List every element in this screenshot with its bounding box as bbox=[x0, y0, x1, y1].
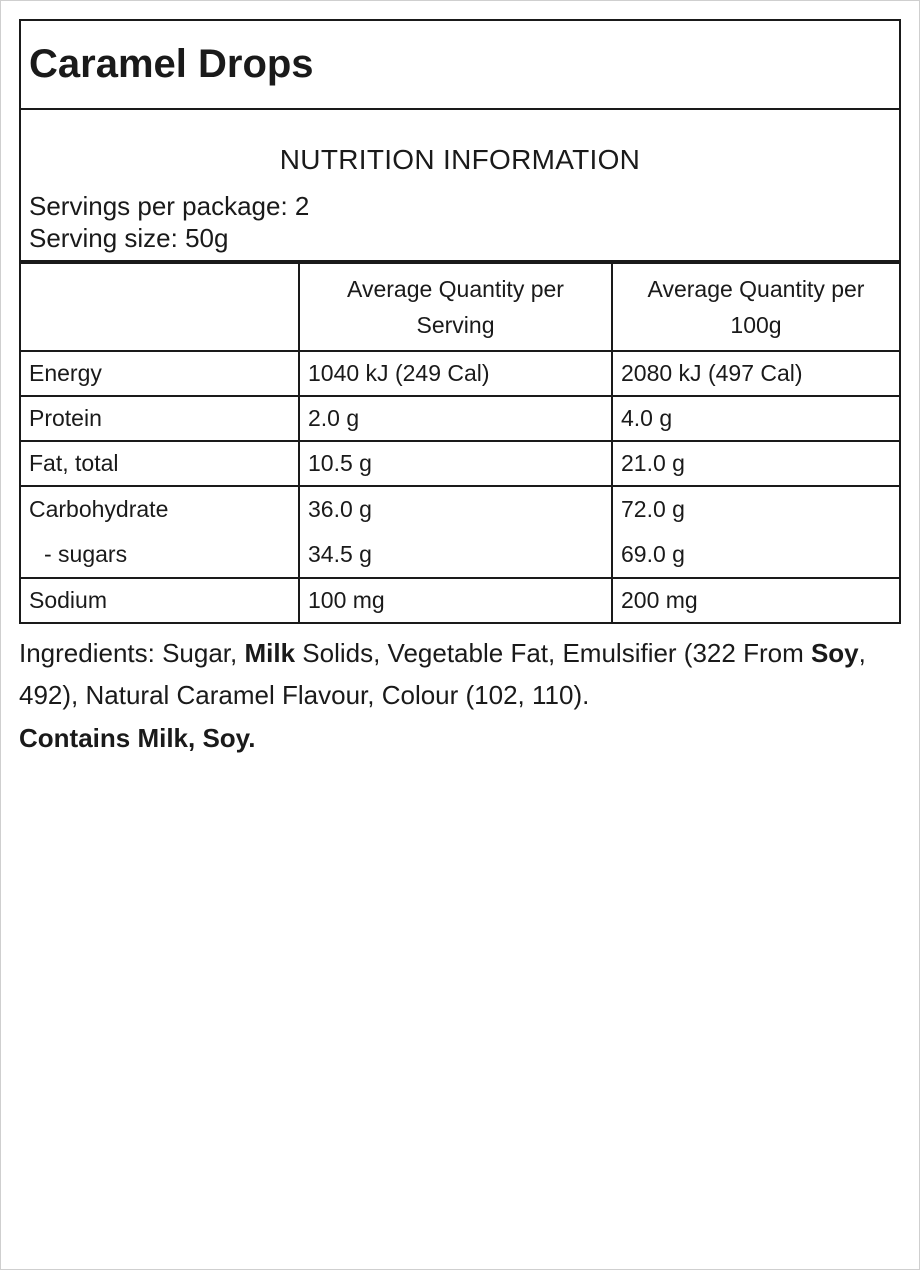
column-header-blank bbox=[20, 263, 299, 351]
energy-per-100g: 2080 kJ (497 Cal) bbox=[612, 351, 900, 396]
ingredients-segment: , 492), Natural Caramel Flavour, Colour (102, 110). bbox=[19, 638, 866, 710]
nutrition-table bbox=[19, 262, 901, 624]
row-label-sodium: Sodium bbox=[20, 578, 299, 623]
column-header-per-100g: Average Quantity per 100g bbox=[612, 263, 900, 351]
nutrition-label bbox=[19, 19, 901, 756]
carbohydrate-per-serving-cell bbox=[299, 486, 612, 578]
protein-per-serving: 2.0 g bbox=[299, 396, 612, 441]
fat-per-serving: 10.5 g bbox=[299, 441, 612, 486]
allergen-statement: Contains Milk, Soy. bbox=[19, 723, 256, 753]
serving-size: Serving size: 50g bbox=[29, 223, 229, 253]
ingredients-segment: Solids, Vegetable Fat, Emulsifier (322 From bbox=[295, 638, 811, 668]
allergen-soy: Soy bbox=[810, 638, 859, 668]
table-row bbox=[20, 441, 900, 486]
table-row bbox=[20, 486, 900, 578]
table-header-row bbox=[20, 263, 900, 351]
carbohydrate-per-100g-cell bbox=[612, 486, 900, 578]
column-header-per-serving: Average Quantity per Serving bbox=[299, 263, 612, 351]
table-row bbox=[20, 578, 900, 623]
table-row bbox=[20, 396, 900, 441]
sugars-per-100g: 69.0 g bbox=[621, 541, 685, 567]
sodium-per-100g: 200 mg bbox=[612, 578, 900, 623]
fat-per-100g: 21.0 g bbox=[612, 441, 900, 486]
carbohydrate-per-100g: 72.0 g bbox=[621, 496, 685, 522]
ingredients-segment: Ingredients: Sugar, bbox=[19, 638, 245, 668]
nutrition-info-header bbox=[19, 110, 901, 262]
product-title: Caramel Drops bbox=[19, 19, 901, 110]
table-row bbox=[20, 351, 900, 396]
carbohydrate-label-cell bbox=[20, 486, 299, 578]
row-label-energy: Energy bbox=[20, 351, 299, 396]
protein-per-100g: 4.0 g bbox=[612, 396, 900, 441]
carbohydrate-per-serving: 36.0 g bbox=[308, 496, 372, 522]
servings-per-package: Servings per package: 2 bbox=[29, 191, 310, 221]
sugars-per-serving: 34.5 g bbox=[308, 541, 372, 567]
energy-per-serving: 1040 kJ (249 Cal) bbox=[299, 351, 612, 396]
sodium-per-serving: 100 mg bbox=[299, 578, 612, 623]
row-label-sugars: - sugars bbox=[44, 541, 128, 567]
ingredients-text bbox=[19, 632, 901, 716]
nutrition-heading: NUTRITION INFORMATION bbox=[279, 144, 641, 175]
row-label-fat-total: Fat, total bbox=[20, 441, 299, 486]
row-label-carbohydrate: Carbohydrate bbox=[29, 496, 169, 522]
allergen-milk: Milk bbox=[244, 638, 296, 668]
row-label-protein: Protein bbox=[20, 396, 299, 441]
